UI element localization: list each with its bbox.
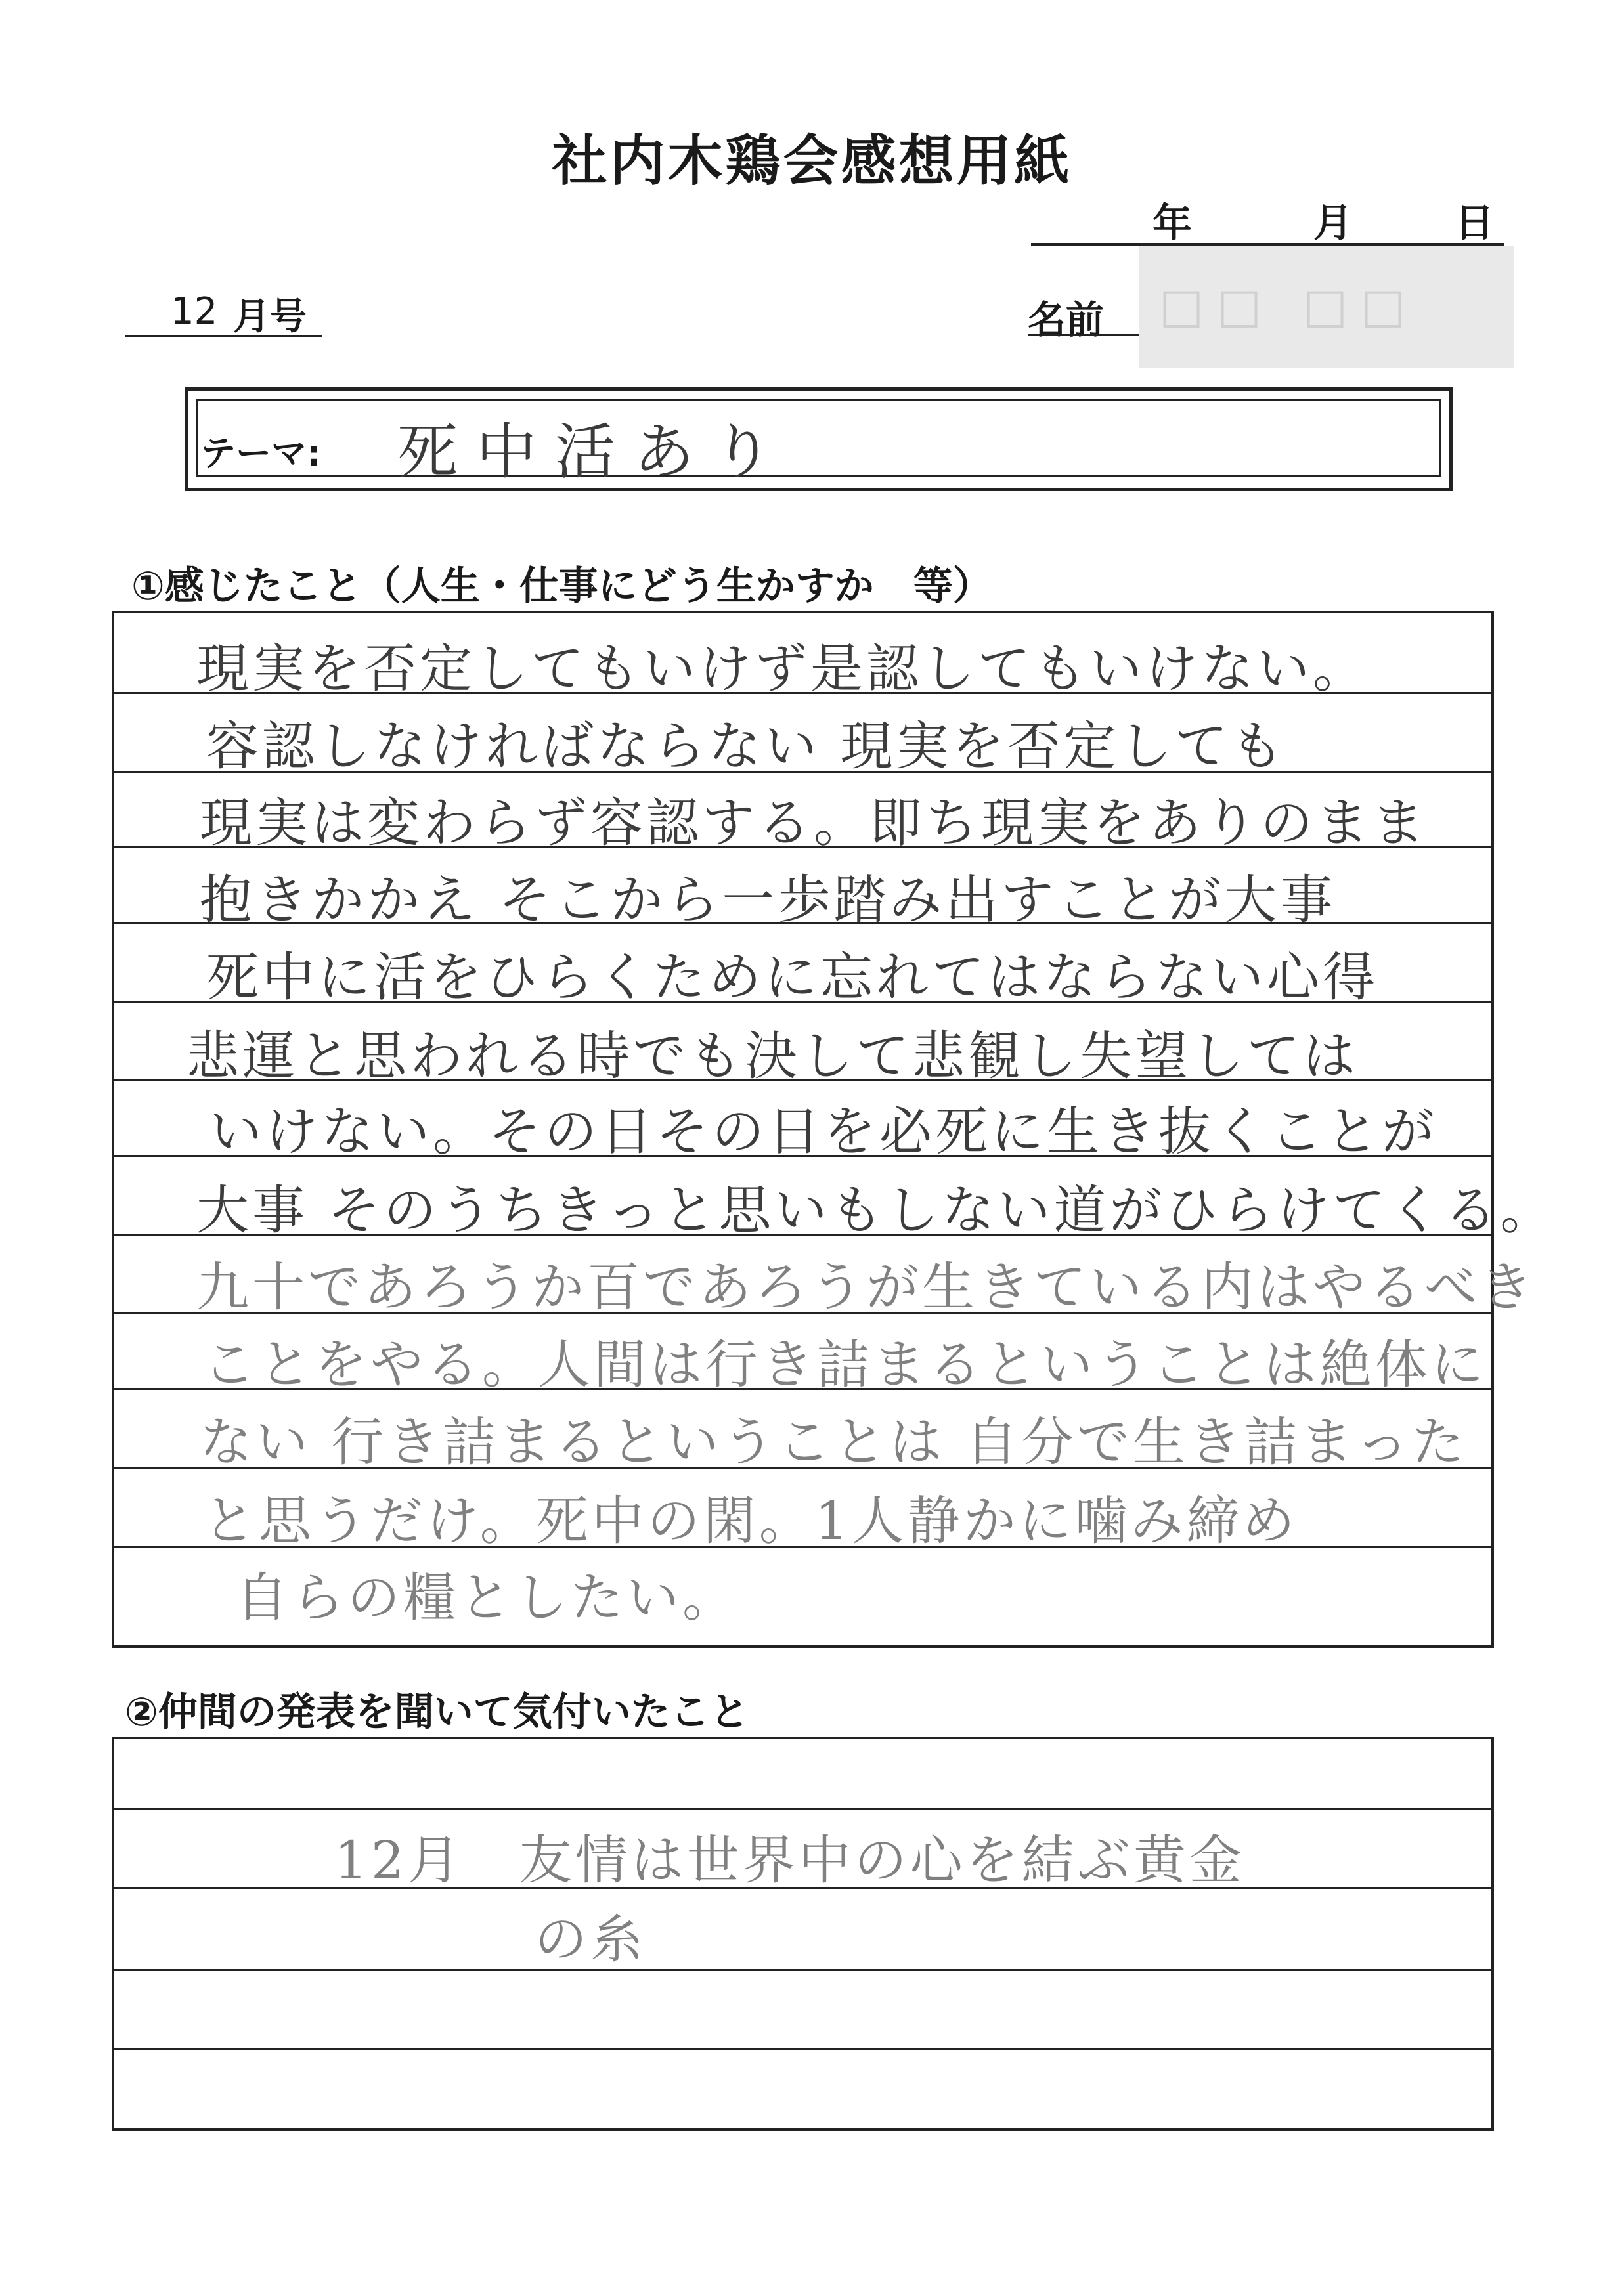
section1-line: 抱きかかえ そこから一歩踏み出すことが大事 [200, 869, 1336, 930]
name-label: 名前 [1028, 297, 1105, 342]
section1-line: 九十であろうか百であろうが生きている内はやるべき [196, 1257, 1536, 1318]
issue-number: 12 [171, 290, 218, 333]
date-field [1031, 192, 1504, 246]
name-redaction [1139, 246, 1514, 368]
issue-field [125, 288, 322, 337]
section1-line: 自らの糧としたい。 [236, 1567, 738, 1628]
theme-box-inner [196, 399, 1441, 477]
section1-line: 悲運と思われる時でも決して悲観し失望しては [187, 1026, 1359, 1087]
section2-heading: ②仲間の発表を聞いて気付いたこと [125, 1689, 749, 1735]
theme-label: テーマ: [200, 433, 321, 474]
section1-line: 大事 そのうちきっと思いもしない道がひらけてくる。 [196, 1180, 1556, 1241]
ruled-line [114, 1969, 1491, 1971]
section1-line: 死中に活をひらくために忘れてはならない心得 [206, 947, 1378, 1008]
year-label: 年 [1152, 200, 1192, 246]
ruled-line [114, 1808, 1491, 1810]
name-underline [1028, 334, 1139, 336]
section1-line: 容認しなければならない 現実を否定しても [206, 716, 1287, 777]
month-label: 月 [1313, 200, 1353, 246]
section1-box [112, 611, 1556, 1648]
section2-line: の糸 [535, 1909, 646, 1970]
section1-heading: ①感じたこと（人生・仕事にどう生かすか 等） [131, 563, 992, 609]
section2-line: 12月 友情は世界中の心を結ぶ黄金 [334, 1830, 1245, 1891]
issue-label: 月号 [233, 295, 307, 338]
section1-line: ことをやる。人間は行き詰まるということは絶体に [203, 1334, 1487, 1395]
section1-line: いけない。その日その日を必死に生き抜くことが [209, 1101, 1437, 1162]
name-value: □□ □□ [1159, 278, 1418, 333]
day-label: 日 [1455, 200, 1494, 246]
section1-line: 現実を否定してもいけず是認してもいけない。 [196, 638, 1369, 699]
section1-line: 現実は変わらず容認する。即ち現実をありのまま [200, 792, 1428, 854]
section1-line: ない 行き詰まるということは 自分で生き詰まった [200, 1412, 1468, 1473]
ruled-line [114, 2048, 1491, 2050]
theme-value: 死中活あり [397, 417, 792, 487]
section2-box [112, 1737, 1494, 2131]
section1-line: と思うだけ。死中の閑。1人静かに噛み締め [203, 1490, 1298, 1551]
form-title: 社内木鶏会感想用紙 [552, 129, 1072, 193]
